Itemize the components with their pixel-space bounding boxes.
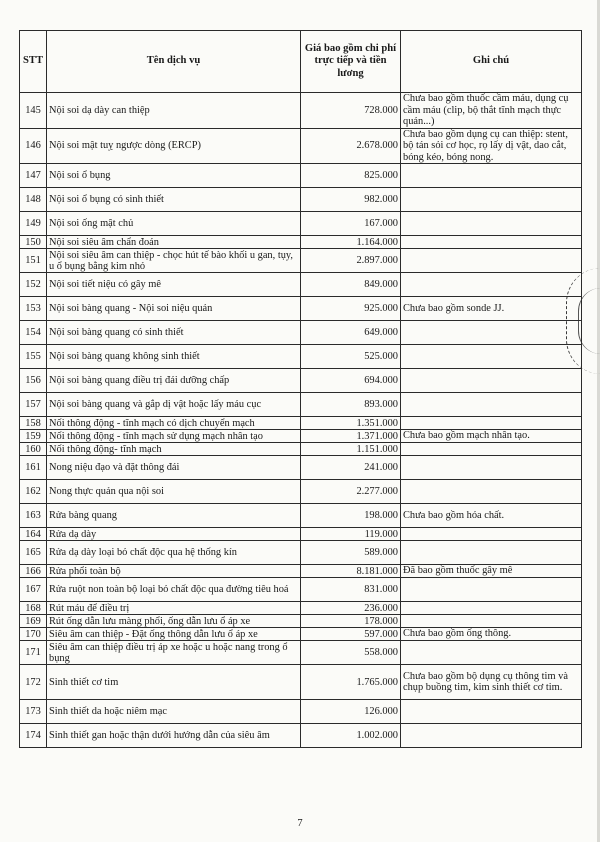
table-row (20, 128, 582, 164)
table-row (20, 528, 582, 541)
row-note (401, 480, 582, 504)
page-number: 7 (297, 818, 303, 829)
header-row (20, 31, 582, 93)
row-service-name: Siêu âm can thiệp - Đặt ống thông dẫn lưu ổ áp xe (47, 628, 301, 641)
row-service-name: Nội soi bàng quang - Nội soi niệu quản (47, 297, 301, 321)
row-stt: 159 (20, 430, 47, 443)
table-row (20, 273, 582, 297)
row-price: 241.000 (301, 456, 401, 480)
table-row (20, 602, 582, 615)
table-row (20, 665, 582, 700)
row-stt: 167 (20, 578, 47, 602)
row-stt: 165 (20, 541, 47, 565)
row-service-name: Sinh thiết gan hoặc thận dưới hướng dẫn của siêu âm (47, 724, 301, 748)
row-price: 236.000 (301, 602, 401, 615)
row-service-name: Nội soi bàng quang điều trị đái dưỡng chấp (47, 369, 301, 393)
row-note (401, 345, 582, 369)
table-row (20, 393, 582, 417)
row-service-name: Sinh thiết da hoặc niêm mạc (47, 700, 301, 724)
table-row (20, 443, 582, 456)
table-row (20, 93, 582, 129)
header-note: Ghi chú (401, 31, 582, 93)
header-price: Giá bao gồm chi phí trực tiếp và tiền lương (301, 31, 401, 93)
row-service-name: Nội soi siêu âm can thiệp - chọc hút tế bào khối u gan, tụy, u ổ bụng bằng kim nhỏ (47, 249, 301, 273)
table-row (20, 700, 582, 724)
row-note: Chưa bao gồm dụng cụ can thiệp: stent, bộ tán sỏi cơ học, rọ lấy dị vật, dao cắt, bóng kéo, bóng nong. (401, 128, 582, 164)
row-note (401, 615, 582, 628)
row-stt: 146 (20, 128, 47, 164)
row-price: 982.000 (301, 188, 401, 212)
table-row (20, 541, 582, 565)
row-note (401, 164, 582, 188)
row-stt: 160 (20, 443, 47, 456)
row-service-name: Rửa bàng quang (47, 504, 301, 528)
row-stt: 154 (20, 321, 47, 345)
table-row (20, 417, 582, 430)
table-row (20, 456, 582, 480)
row-price: 1.371.000 (301, 430, 401, 443)
row-price: 649.000 (301, 321, 401, 345)
row-note (401, 188, 582, 212)
row-price: 2.277.000 (301, 480, 401, 504)
row-note (401, 456, 582, 480)
price-table (19, 30, 582, 748)
row-note: Chưa bao gồm hóa chất. (401, 504, 582, 528)
table-row (20, 641, 582, 665)
row-service-name: Nong niệu đạo và đặt thông đái (47, 456, 301, 480)
row-stt: 173 (20, 700, 47, 724)
row-stt: 158 (20, 417, 47, 430)
row-service-name: Nội soi siêu âm chẩn đoán (47, 236, 301, 249)
row-note: Chưa bao gồm sonde JJ. (401, 297, 582, 321)
row-stt: 168 (20, 602, 47, 615)
row-price: 1.151.000 (301, 443, 401, 456)
table-row (20, 212, 582, 236)
row-note (401, 641, 582, 665)
row-service-name: Rút ống dẫn lưu màng phổi, ống dẫn lưu ổ áp xe (47, 615, 301, 628)
row-service-name: Nội soi ống mật chủ (47, 212, 301, 236)
row-service-name: Rút máu để điều trị (47, 602, 301, 615)
table-row (20, 164, 582, 188)
row-price: 849.000 (301, 273, 401, 297)
row-price: 694.000 (301, 369, 401, 393)
row-stt: 161 (20, 456, 47, 480)
row-price: 1.351.000 (301, 417, 401, 430)
row-stt: 150 (20, 236, 47, 249)
row-note (401, 700, 582, 724)
row-price: 831.000 (301, 578, 401, 602)
row-service-name: Rửa dạ dày loại bỏ chất độc qua hệ thống kín (47, 541, 301, 565)
table-row (20, 724, 582, 748)
row-service-name: Nội soi bàng quang có sinh thiết (47, 321, 301, 345)
row-service-name: Nội soi bàng quang không sinh thiết (47, 345, 301, 369)
table-row (20, 345, 582, 369)
row-price: 597.000 (301, 628, 401, 641)
row-price: 558.000 (301, 641, 401, 665)
table-row (20, 249, 582, 273)
row-service-name: Rửa phổi toàn bộ (47, 565, 301, 578)
row-service-name: Nong thực quản qua nội soi (47, 480, 301, 504)
table-row (20, 297, 582, 321)
row-note (401, 393, 582, 417)
row-stt: 148 (20, 188, 47, 212)
row-stt: 156 (20, 369, 47, 393)
row-service-name: Nội soi ổ bụng (47, 164, 301, 188)
row-service-name: Nối thông động - tĩnh mạch sử dụng mạch nhân tạo (47, 430, 301, 443)
row-stt: 152 (20, 273, 47, 297)
row-note (401, 249, 582, 273)
row-price: 825.000 (301, 164, 401, 188)
row-note (401, 443, 582, 456)
row-price: 119.000 (301, 528, 401, 541)
row-stt: 169 (20, 615, 47, 628)
row-note: Chưa bao gồm mạch nhân tạo. (401, 430, 582, 443)
table-row (20, 321, 582, 345)
table-row (20, 369, 582, 393)
row-price: 728.000 (301, 93, 401, 129)
row-service-name: Nội soi tiết niệu có gây mê (47, 273, 301, 297)
row-stt: 151 (20, 249, 47, 273)
row-service-name: Rửa dạ dày (47, 528, 301, 541)
row-service-name: Nội soi mật tuỵ ngược dòng (ERCP) (47, 128, 301, 164)
row-stt: 145 (20, 93, 47, 129)
row-note (401, 541, 582, 565)
row-stt: 155 (20, 345, 47, 369)
header-service-name: Tên dịch vụ (47, 31, 301, 93)
row-service-name: Nối thông động - tĩnh mạch có dịch chuyển mạch (47, 417, 301, 430)
row-price: 589.000 (301, 541, 401, 565)
table-row (20, 565, 582, 578)
table-row (20, 504, 582, 528)
row-service-name: Nối thông động- tĩnh mạch (47, 443, 301, 456)
row-stt: 171 (20, 641, 47, 665)
row-note: Đã bao gồm thuốc gây mê (401, 565, 582, 578)
row-price: 178.000 (301, 615, 401, 628)
table-row (20, 578, 582, 602)
row-stt: 162 (20, 480, 47, 504)
row-stt: 164 (20, 528, 47, 541)
row-service-name: Siêu âm can thiệp điều trị áp xe hoặc u hoặc nang trong ổ bụng (47, 641, 301, 665)
row-stt: 174 (20, 724, 47, 748)
row-note (401, 321, 582, 345)
row-note: Chưa bao gồm ống thông. (401, 628, 582, 641)
row-service-name: Nội soi ổ bụng có sinh thiết (47, 188, 301, 212)
row-note (401, 417, 582, 430)
row-stt: 153 (20, 297, 47, 321)
table-row (20, 188, 582, 212)
table-row (20, 480, 582, 504)
row-stt: 170 (20, 628, 47, 641)
row-note (401, 602, 582, 615)
row-price: 893.000 (301, 393, 401, 417)
row-note (401, 212, 582, 236)
table-row (20, 628, 582, 641)
row-note (401, 236, 582, 249)
row-note (401, 273, 582, 297)
row-price: 167.000 (301, 212, 401, 236)
row-note: Chưa bao gồm thuốc cầm máu, dụng cụ cầm máu (clip, bộ thắt tĩnh mạch thực quản...) (401, 93, 582, 129)
row-price: 2.897.000 (301, 249, 401, 273)
row-stt: 163 (20, 504, 47, 528)
row-price: 8.181.000 (301, 565, 401, 578)
row-service-name: Nội soi dạ dày can thiệp (47, 93, 301, 129)
row-note: Chưa bao gồm bộ dụng cụ thông tim và chụp buồng tim, kim sinh thiết cơ tim. (401, 665, 582, 700)
table-body (20, 93, 582, 748)
row-note (401, 724, 582, 748)
row-stt: 166 (20, 565, 47, 578)
row-stt: 157 (20, 393, 47, 417)
row-stt: 147 (20, 164, 47, 188)
row-price: 925.000 (301, 297, 401, 321)
row-note (401, 528, 582, 541)
row-stt: 149 (20, 212, 47, 236)
row-price: 1.765.000 (301, 665, 401, 700)
row-service-name: Sinh thiết cơ tim (47, 665, 301, 700)
row-price: 1.002.000 (301, 724, 401, 748)
row-price: 1.164.000 (301, 236, 401, 249)
table-row (20, 430, 582, 443)
header-stt: STT (20, 31, 47, 93)
row-note (401, 369, 582, 393)
row-price: 198.000 (301, 504, 401, 528)
table-row (20, 236, 582, 249)
row-price: 2.678.000 (301, 128, 401, 164)
row-stt: 172 (20, 665, 47, 700)
row-price: 525.000 (301, 345, 401, 369)
table-row (20, 615, 582, 628)
row-service-name: Rửa ruột non toàn bộ loại bỏ chất độc qua đường tiêu hoá (47, 578, 301, 602)
row-price: 126.000 (301, 700, 401, 724)
row-note (401, 578, 582, 602)
row-service-name: Nội soi bàng quang và gắp dị vật hoặc lấy máu cục (47, 393, 301, 417)
